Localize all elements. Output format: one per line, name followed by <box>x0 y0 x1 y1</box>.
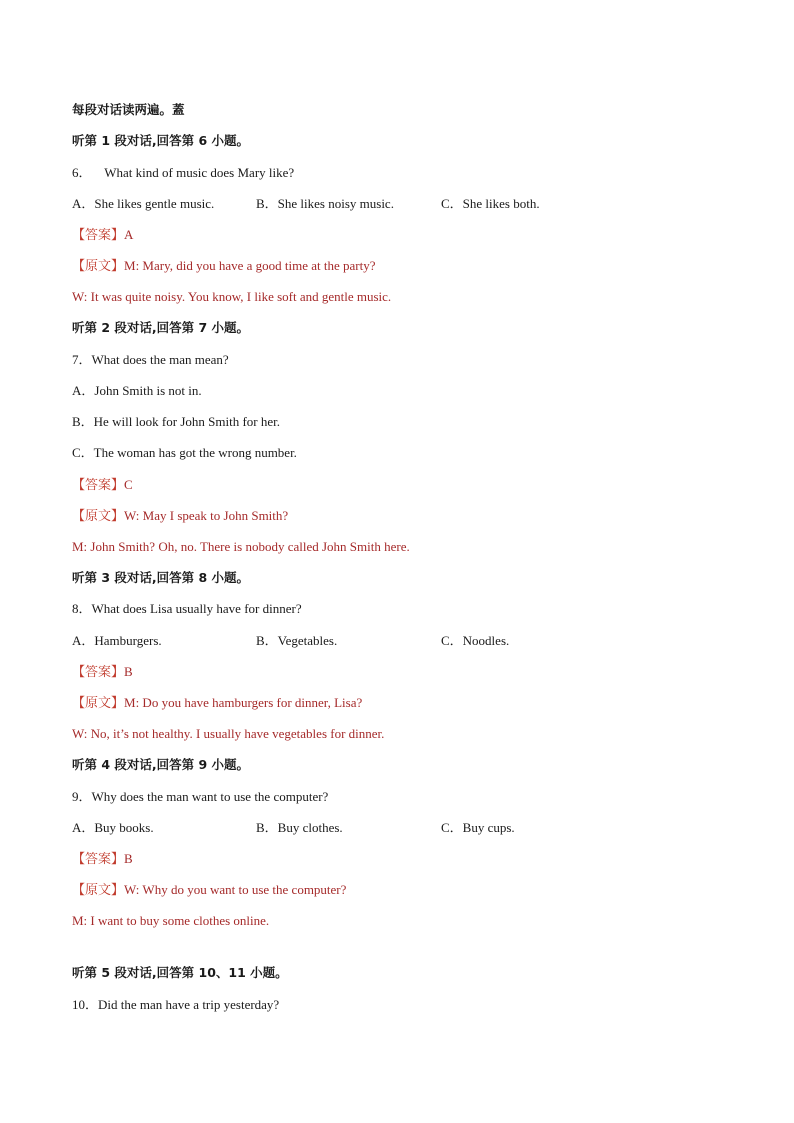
answer-label: 【答案】 <box>72 477 125 492</box>
section-heading: 听第 4 段对话,回答第 9 小题。 <box>72 757 250 772</box>
transcript-text: M: Mary, did you have a good time at the party? <box>124 258 376 273</box>
transcript-text: W: No, it’s not healthy. I usually have vegetables for dinner. <box>72 726 385 741</box>
transcript-line <box>72 257 376 275</box>
option-a: A．She likes gentle music. <box>72 196 215 211</box>
transcript-line <box>72 881 346 899</box>
question-text: 10．Did the man have a trip yesterday? <box>72 997 280 1012</box>
option-c: C．The woman has got the wrong number. <box>72 445 297 460</box>
transcript-label: 【原文】 <box>72 258 125 273</box>
question-text: 7．What does the man mean? <box>72 352 229 367</box>
transcript-label: 【原文】 <box>72 882 125 897</box>
answer-line <box>72 663 133 681</box>
transcript-label: 【原文】 <box>72 695 125 710</box>
transcript-line <box>72 507 288 525</box>
answer-label: 【答案】 <box>72 227 125 242</box>
option-b: B．Vegetables. <box>256 633 338 648</box>
answer-value: B <box>124 851 133 866</box>
transcript-text: W: It was quite noisy. You know, I like soft and gentle music. <box>72 289 392 304</box>
section-heading: 听第 5 段对话,回答第 10、11 小题。 <box>72 965 288 980</box>
transcript-text: M: John Smith? Oh, no. There is nobody called John Smith here. <box>72 539 410 554</box>
question-text: 8．What does Lisa usually have for dinner? <box>72 601 302 616</box>
answer-line <box>72 226 133 244</box>
option-c: C．Buy cups. <box>441 820 515 835</box>
transcript-label: 【原文】 <box>72 508 125 523</box>
option-a: A．John Smith is not in. <box>72 383 202 398</box>
question-text: 6． What kind of music does Mary like? <box>72 165 295 180</box>
option-c: C．She likes both. <box>441 196 540 211</box>
section-heading: 听第 1 段对话,回答第 6 小题。 <box>72 133 250 148</box>
question-text: 9．Why does the man want to use the computer? <box>72 789 329 804</box>
transcript-text: W: Why do you want to use the computer? <box>124 882 347 897</box>
transcript-text: M: I want to buy some clothes online. <box>72 913 270 928</box>
option-b: B．She likes noisy music. <box>256 196 394 211</box>
answer-value: C <box>124 477 133 492</box>
section-heading: 听第 2 段对话,回答第 7 小题。 <box>72 320 250 335</box>
transcript-text: M: Do you have hamburgers for dinner, Lisa? <box>124 695 363 710</box>
transcript-line <box>72 694 362 712</box>
answer-value: A <box>124 227 134 242</box>
option-c: C．Noodles. <box>441 633 510 648</box>
answer-line <box>72 850 133 868</box>
option-a: A．Buy books. <box>72 820 154 835</box>
section-heading: 听第 3 段对话,回答第 8 小题。 <box>72 570 250 585</box>
answer-value: B <box>124 664 133 679</box>
option-a: A．Hamburgers. <box>72 633 162 648</box>
answer-label: 【答案】 <box>72 851 125 866</box>
transcript-text: W: May I speak to John Smith? <box>124 508 289 523</box>
answer-label: 【答案】 <box>72 664 125 679</box>
option-b: B．Buy clothes. <box>256 820 343 835</box>
option-b: B．He will look for John Smith for her. <box>72 414 280 429</box>
answer-line <box>72 476 133 494</box>
intro-text: 每段对话读两遍。蓋 <box>72 102 185 117</box>
